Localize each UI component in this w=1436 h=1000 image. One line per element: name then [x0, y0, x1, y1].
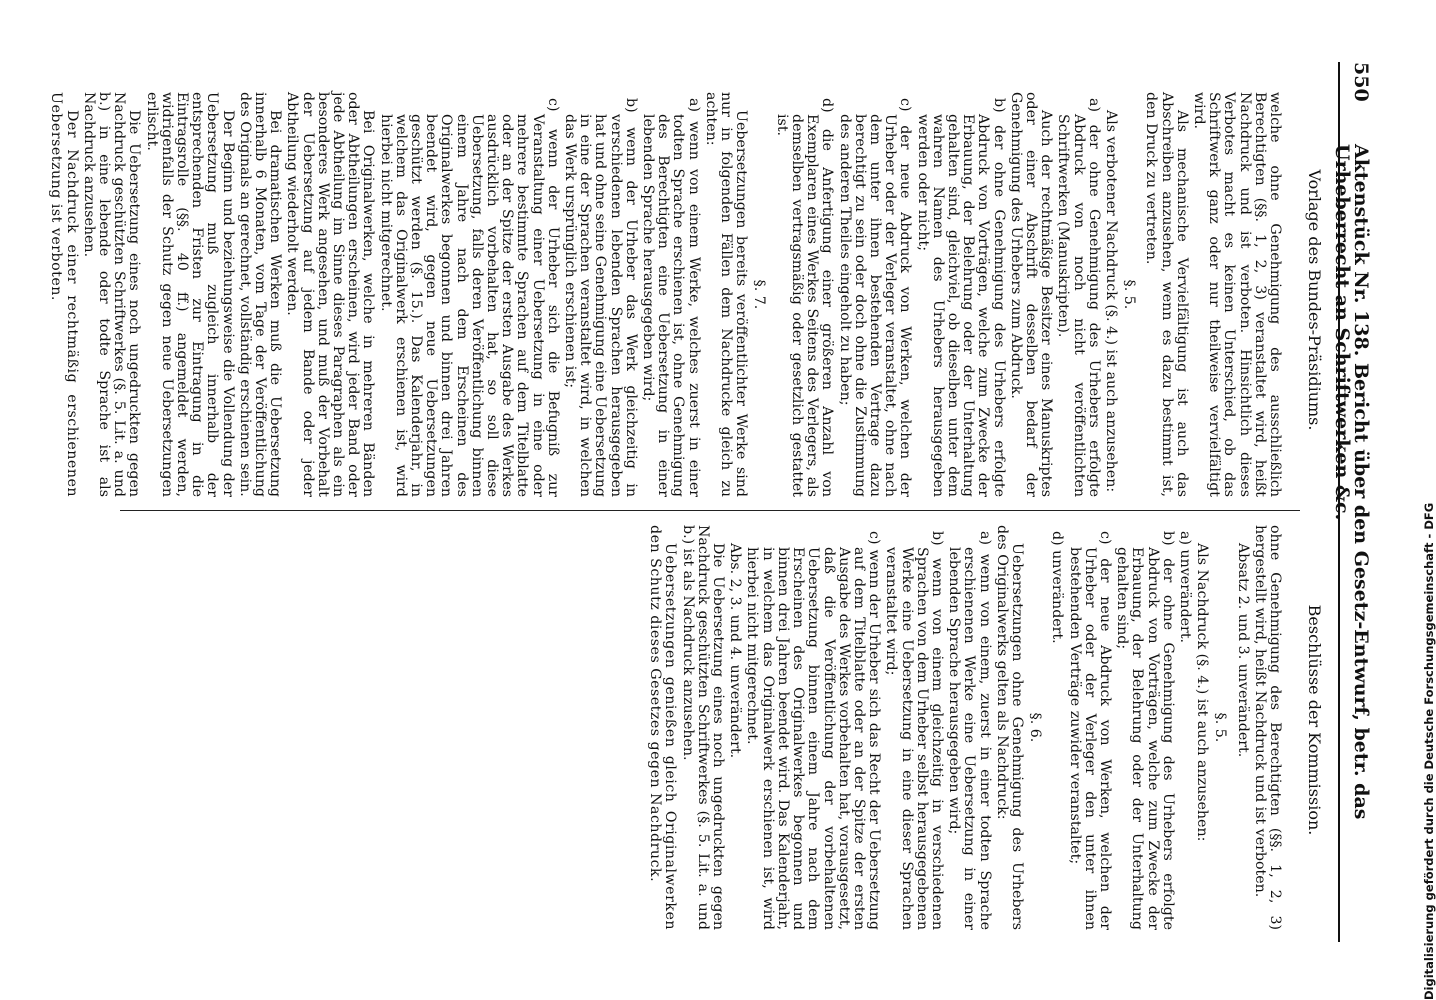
left-column-text [46, 92, 1282, 497]
paragraph: Uebersetzungen ohne Genehmigung des Urhebers des Originalwerks gelten als Nachdruck: [993, 525, 1025, 930]
page-number: 550 [1350, 62, 1372, 102]
paragraph: Der Nachdruck einer rechtmäßig erschienenen Uebersetzung ist verboten. [48, 92, 80, 497]
paragraph: Absatz 2. und 3. unverändert. [1234, 543, 1251, 758]
paragraph: Bei Originalwerken, welche in mehreren Bänden oder Abtheilungen erscheinen, wird jeder Band oder jede Abtheilung im Sinne dieses Paragraphen als ein besonderes Werk angesehen, und muß der Vorbehalt der Uebersetzung auf jedem Bande oder jeder Abtheilung wiederholt werden. [284, 92, 377, 497]
paragraph: Als verbotener Nachdruck (§. 4.) ist auch anzusehen: [1102, 110, 1119, 493]
paragraph: d) unverändert. [1049, 531, 1066, 644]
paragraph: b) wenn von einem gleichzeitig in verschiedenen Sprachen von dem Urheber selbst herausgegebenen Werke eine Uebersetzung in eine dieser Sprachen veranstaltet wird; [883, 531, 945, 930]
paragraph: Der Beginn und beziehungsweise die Vollendung der Uebersetzung muß zugleich innerhalb der entsprechenden Fristen zur Eintragung in die Eintragsrolle (§§. 40 ff.) angemeldet werden, widrigenfalls der Schutz gegen neue Uebersetzungen erlischt. [143, 92, 236, 497]
paragraph: a) der ohne Genehmigung des Urhebers erfolgte Abdruck von noch nicht veröffentlichten Schriftwerken (Manuskripten). [1055, 98, 1102, 497]
right-column-heading: Beschlüsse der Kommission. [1305, 604, 1324, 836]
page-header [1331, 62, 1380, 942]
paragraph: c) wenn der Urheber sich das Recht der Uebersetzung auf dem Titelblatte oder an der Spitze der ersten Ausgabe des Werkes vorbehalten hat, vorausgesetzt, daß die Veröffentlichung der vorbehaltenen Uebersetzung binnen einem Jahre nach dem Erscheinen des Originalwerkes begonnen und binnen drei Jahren beendet wird. Das Kalenderjahr, in welchem das Originalwerk erschienen ist, wird hierbei nicht mitgerechnet. [744, 531, 883, 930]
digitization-note: Digitalisierung gefördert durch die Deutsche Forschungsgemeinschaft - DFG [1422, 502, 1436, 1000]
section-heading: §. 7. [751, 279, 768, 310]
paragraph: Abs. 2, 3. und 4. unverändert. [727, 543, 744, 759]
paragraph: Die Uebersetzung eines noch ungedruckten gegen Nachdruck geschützten Schriftwerkes (§. 5. Lit. a. und b.) in eine lebende oder todte Sprache ist als Nachdruck anzusehen. [80, 92, 143, 497]
paragraph: a) wenn von einem Werke, welches zuerst in einer todten Sprache erschienen ist, ohne Genehmigung des Berechtigten eine Uebersetzung in einer lebenden Sprache herausgegeben wird; [640, 98, 702, 497]
paragraph: Als Nachdruck (§. 4.) ist auch anzusehen: [1194, 543, 1211, 842]
paragraph: Die Uebersetzung eines noch ungedruckten gegen Nachdruck geschützten Schriftwerkes (§. 5. Lit. a. und b.) ist als Nachdruck anzusehen. [679, 525, 727, 930]
paragraph: d) die Anfertigung einer größeren Anzahl von Exemplaren eines Werkes Seitens des Verlegers, als demselben vertragsmäßig oder gesetzlich gestattet ist. [773, 98, 836, 497]
paragraph: c) wenn der Urheber sich die Befugniß zur Veranstaltung einer Uebersetzung in eine oder mehrere bestimmte Sprachen auf dem Titelblatte oder an der Spitze der ersten Ausgabe des Werkes ausdrücklich vorbehalten hat, so soll diese Uebersetzung, falls deren Veröffentlichung binnen einem Jahre nach dem Erscheinen des Originalwerkes begonnen und binnen drei Jahren beendet wird, gegen neue Uebersetzungen geschützt werden (§. 15.). Das Kalenderjahr, in welchem das Originalwerk erschienen ist, wird hierbei nicht mitgerechnet. [377, 98, 561, 497]
paragraph: c) der neue Abdruck von Werken, welchen der Urheber oder der Verleger den unter ihnen bestehenden Verträge zuwider veranstaltet; [1066, 531, 1113, 930]
paragraph: Uebersetzungen genießen gleich Originalwerken den Schutz dieses Gesetzes gegen Nachdruck. [647, 525, 679, 930]
paragraph: Uebersetzungen bereits veröffentlichter Werke sind nur in folgenden Fällen dem Nachdrucke gleich zu achten: [702, 92, 750, 497]
paragraph: Auch der rechtmäßige Besitzer eines Manuskriptes oder einer Abschrift desselben bedarf der Genehmigung des Urhebers zum Abdruck. [1007, 92, 1055, 497]
right-column-text [645, 525, 1282, 930]
paragraph: a) wenn von einem, zuerst in einer todten Sprache erschienenen Werke eine Uebersetzung in einer lebenden Sprache herausgegeben wird; [946, 531, 993, 930]
paragraph: b) wenn der Urheber das Werk gleichzeitig in verschiedenen lebenden Sprachen herausgegeben hat und ohne seine Genehmigung eine Uebersetzung in eine der Sprachen veranstaltet wird, in welchen das Werk ursprünglich erschienen ist; [562, 98, 639, 497]
document-title: Aktenstück Nr. 138. Bericht über den Gesetz-Entwurf, betr. das Urheberrecht an Schriftwerken &c. [1331, 144, 1372, 820]
paragraph: welche ohne Genehmigung des ausschließlich Berechtigten (§§. 1, 2, 3) veranstaltet wird, heißt Nachdruck und ist verboten. Hinsichtlich dieses Verbotes macht es keinen Unterschied, ob das Schriftwerk ganz oder nur theilweise vervielfältigt wird. [1190, 92, 1283, 497]
paragraph: b) der ohne Genehmigung des Urhebers erfolgte Abdruck von Vorträgen, welche zum Zwecke der Erbauung, der Belehrung oder der Unterhaltung gehalten sind, gleichviel, ob dieselben unter dem wahren Namen des Urhebers herausgegeben werden oder nicht; [914, 98, 1007, 497]
section-heading: §. 5. [1212, 712, 1229, 743]
paragraph: Als mechanische Vervielfältigung ist auch das Abschreiben anzusehen, wenn es dazu bestimmt ist, den Druck zu vertreten. [1143, 92, 1190, 497]
left-column-heading: Vorlage des Bundes-Präsidiums. [1305, 169, 1324, 431]
paragraph: b) der ohne Genehmigung des Urhebers erfolgte Abdruck von Vorträgen, welche zum Zwecke der Erbauung, der Belehrung oder der Unterhaltung gehalten sind; [1114, 531, 1176, 930]
section-heading: §. 6. [1027, 712, 1044, 743]
paragraph: Bei dramatischen Werken muß die Uebersetzung innerhalb 6 Monaten, vom Tage der Veröffentlichung des Originals an gerechnet, vollständig erschienen sein. [236, 92, 284, 497]
column-divider [120, 510, 1300, 511]
section-heading: §. 5. [1121, 279, 1138, 310]
paragraph: c) der neue Abdruck von Werken, welchen der Urheber oder der Verleger veranstaltet, ohne nach dem unter ihnen bestehenden Vertrage dazu berechtigt zu sein oder doch ohne die Zustimmung des anderen Theiles eingeholt zu haben; [836, 98, 914, 497]
paragraph: ohne Genehmigung des Berechtigten (§§. 1, 2, 3) hergestellt wird, heißt Nachdruck und ist verboten. [1251, 525, 1283, 930]
paragraph: a) unverändert. [1176, 531, 1193, 644]
